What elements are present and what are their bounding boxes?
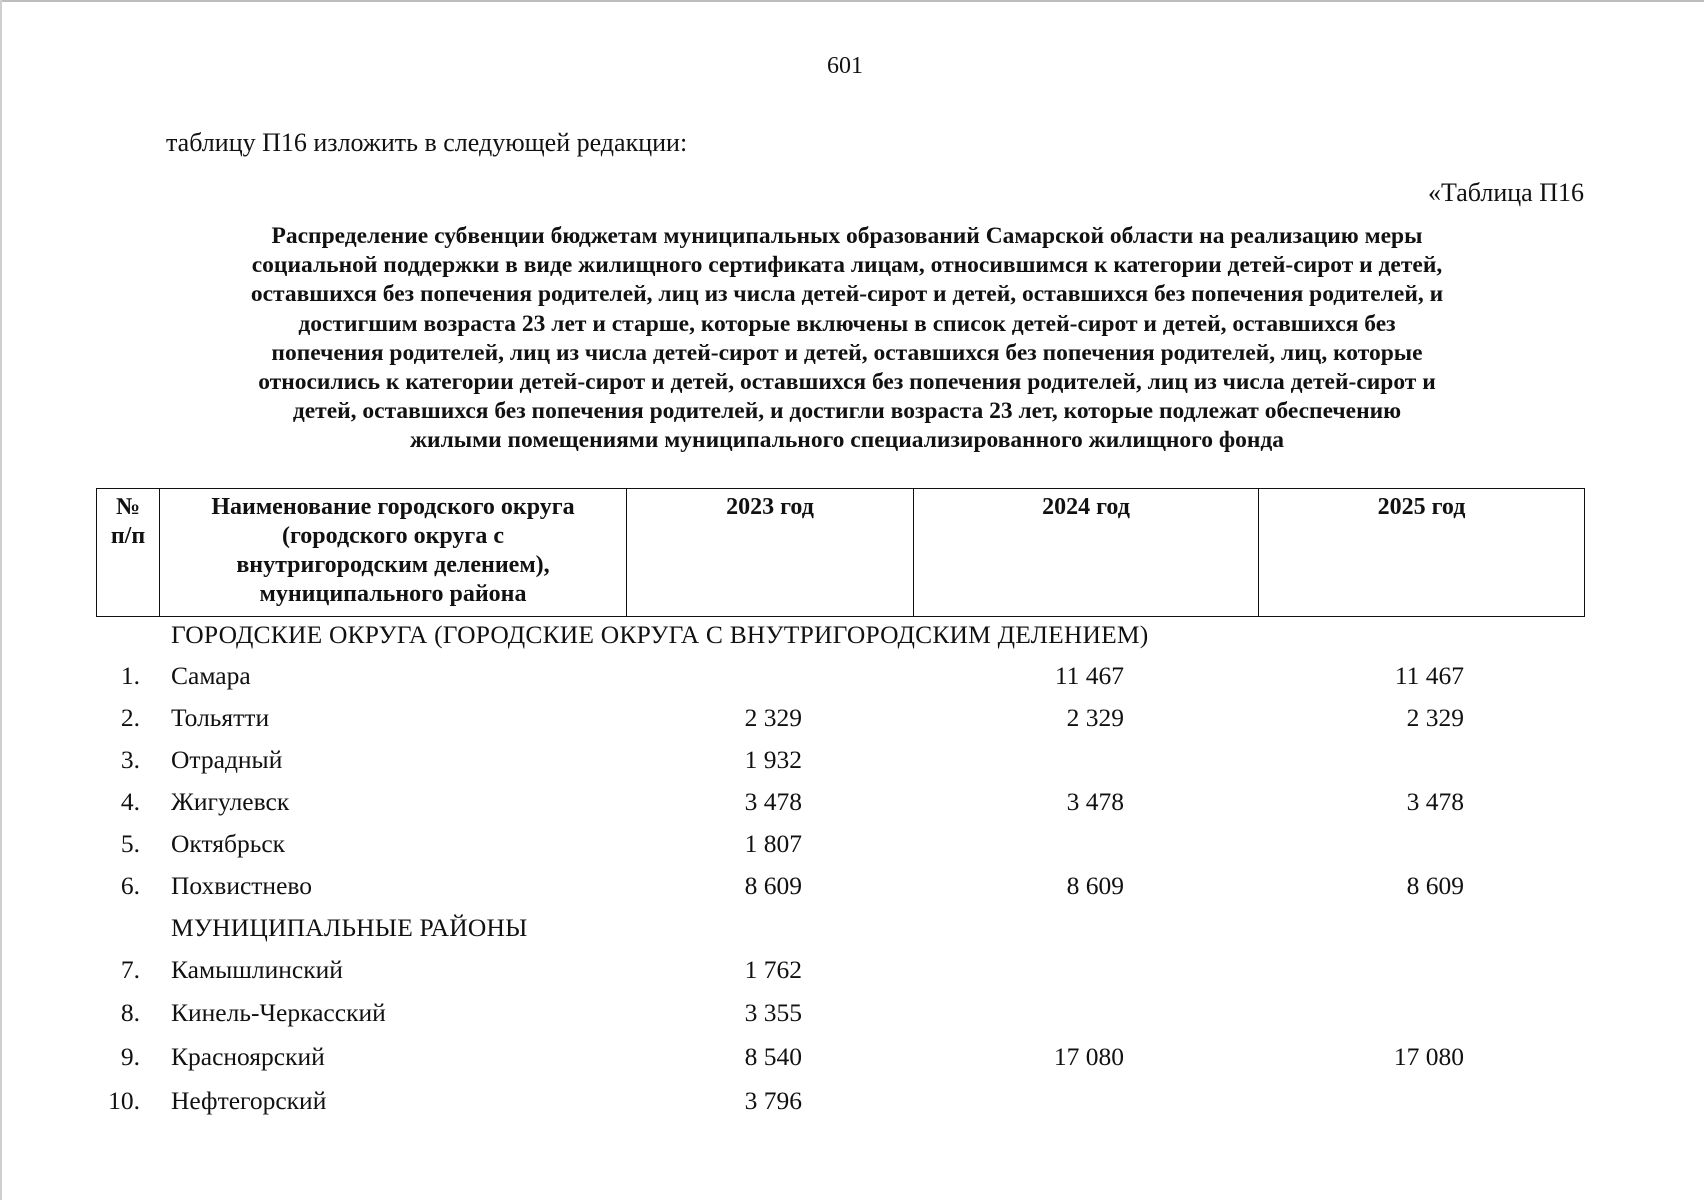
value-2023: 8 540: [744, 1042, 802, 1071]
header-row: [97, 489, 1585, 617]
title-line: детей, оставшихся без попечения родителей, и достигли возраста 23 лет, которые подлежат обеспечению: [292, 398, 1402, 425]
value-2024: 11 467: [1054, 661, 1124, 690]
section-title-municipal-districts: МУНИЦИПАЛЬНЫЕ РАЙОНЫ: [171, 913, 528, 942]
row-name: Камышлинский: [171, 955, 343, 984]
row-number: 3.: [120, 745, 140, 774]
table-row: [0, 787, 1704, 827]
row-number: 2.: [120, 703, 140, 732]
value-2023: 3 796: [744, 1086, 802, 1115]
table-row: [0, 998, 1704, 1038]
value-2023: 8 609: [744, 871, 802, 900]
row-name: Жигулевск: [171, 787, 290, 816]
value-2025: 11 467: [1394, 661, 1464, 690]
row-name: Кинель-Черкасский: [171, 998, 386, 1027]
table-row: [0, 871, 1704, 911]
value-2025: 17 080: [1393, 1042, 1464, 1071]
header-2023: 2023 год: [627, 489, 914, 617]
header-num-line: №: [115, 494, 141, 520]
header-num: [97, 489, 160, 617]
title-line: достигшим возраста 23 лет и старше, которые включены в список детей-сирот и детей, оставшихся без: [298, 310, 1396, 337]
table-row: [0, 1042, 1704, 1082]
page-number: 601: [827, 53, 863, 79]
header-2025: 2025 год: [1259, 489, 1585, 617]
value-2023: 3 478: [744, 787, 802, 816]
intro-text: таблицу П16 изложить в следующей редакции:: [166, 128, 688, 157]
value-2023: 1 762: [744, 955, 802, 984]
table-header: [96, 488, 1585, 617]
row-name: Самара: [171, 661, 251, 690]
table-row: [0, 703, 1704, 743]
value-2023: 3 355: [744, 998, 802, 1027]
section-title-city-districts: ГОРОДСКИЕ ОКРУГА (ГОРОДСКИЕ ОКРУГА С ВНУТРИГОРОДСКИМ ДЕЛЕНИЕМ): [171, 620, 1149, 649]
table-row: [0, 661, 1704, 701]
value-2023: 2 329: [744, 703, 802, 732]
value-2025: 2 329: [1406, 703, 1464, 732]
value-2025: 3 478: [1406, 787, 1464, 816]
row-number: 10.: [108, 1086, 140, 1115]
value-2023: 1 807: [744, 829, 802, 858]
table-row: [0, 1086, 1704, 1126]
table-row: [0, 955, 1704, 995]
header-name-line: (городского округа с: [282, 523, 504, 549]
row-number: 5.: [120, 829, 140, 858]
row-name: Похвистнево: [171, 871, 313, 900]
table-reference: «Таблица П16: [1428, 178, 1584, 207]
value-2024: 17 080: [1053, 1042, 1124, 1071]
scan-edge-top: [0, 0, 1704, 2]
row-number: 6.: [120, 871, 140, 900]
header-name-line: внутригородским делением),: [236, 552, 550, 578]
value-2024: 2 329: [1066, 703, 1124, 732]
row-number: 7.: [120, 955, 140, 984]
row-number: 9.: [120, 1042, 140, 1071]
row-name: Красноярский: [171, 1042, 325, 1071]
title-line: социальной поддержки в виде жилищного сертификата лицам, относившимся к категории детей-сирот и детей,: [251, 252, 1443, 279]
row-name: Октябрьск: [171, 829, 286, 858]
row-number: 8.: [120, 998, 140, 1027]
value-2023: 1 932: [744, 745, 802, 774]
title-line: оставшихся без попечения родителей, лиц из числа детей-сирот и детей, оставшихся без попечения родителей, и: [250, 281, 1444, 308]
row-number: 4.: [120, 787, 140, 816]
title-line: относились к категории детей-сирот и детей, оставшихся без попечения родителей, лиц из числа детей-сирот и: [258, 369, 1436, 396]
row-name: Нефтегорский: [171, 1086, 327, 1115]
header-2024: 2024 год: [914, 489, 1259, 617]
table-row: [0, 829, 1704, 869]
header-name-line: муниципального района: [259, 581, 527, 607]
row-name: Отрадный: [171, 745, 283, 774]
row-name: Тольятти: [171, 703, 270, 732]
value-2024: 3 478: [1066, 787, 1124, 816]
title-line: Распределение субвенции бюджетам муниципальных образований Самарской области на реализацию меры: [271, 223, 1423, 249]
header-num-line: п/п: [110, 523, 146, 549]
value-2024: 8 609: [1066, 871, 1124, 900]
document-title: [120, 222, 1574, 456]
row-number: 1.: [120, 661, 140, 690]
table-row: [0, 745, 1704, 785]
header-name-line: Наименование городского округа: [211, 494, 575, 520]
header-name: [160, 489, 627, 617]
title-line: попечения родителей, лиц из числа детей-сирот и детей, оставшихся без попечения родителей, лиц, которые: [271, 339, 1423, 366]
value-2025: 8 609: [1406, 871, 1464, 900]
title-line: жилыми помещениями муниципального специализированного жилищного фонда: [409, 427, 1285, 454]
